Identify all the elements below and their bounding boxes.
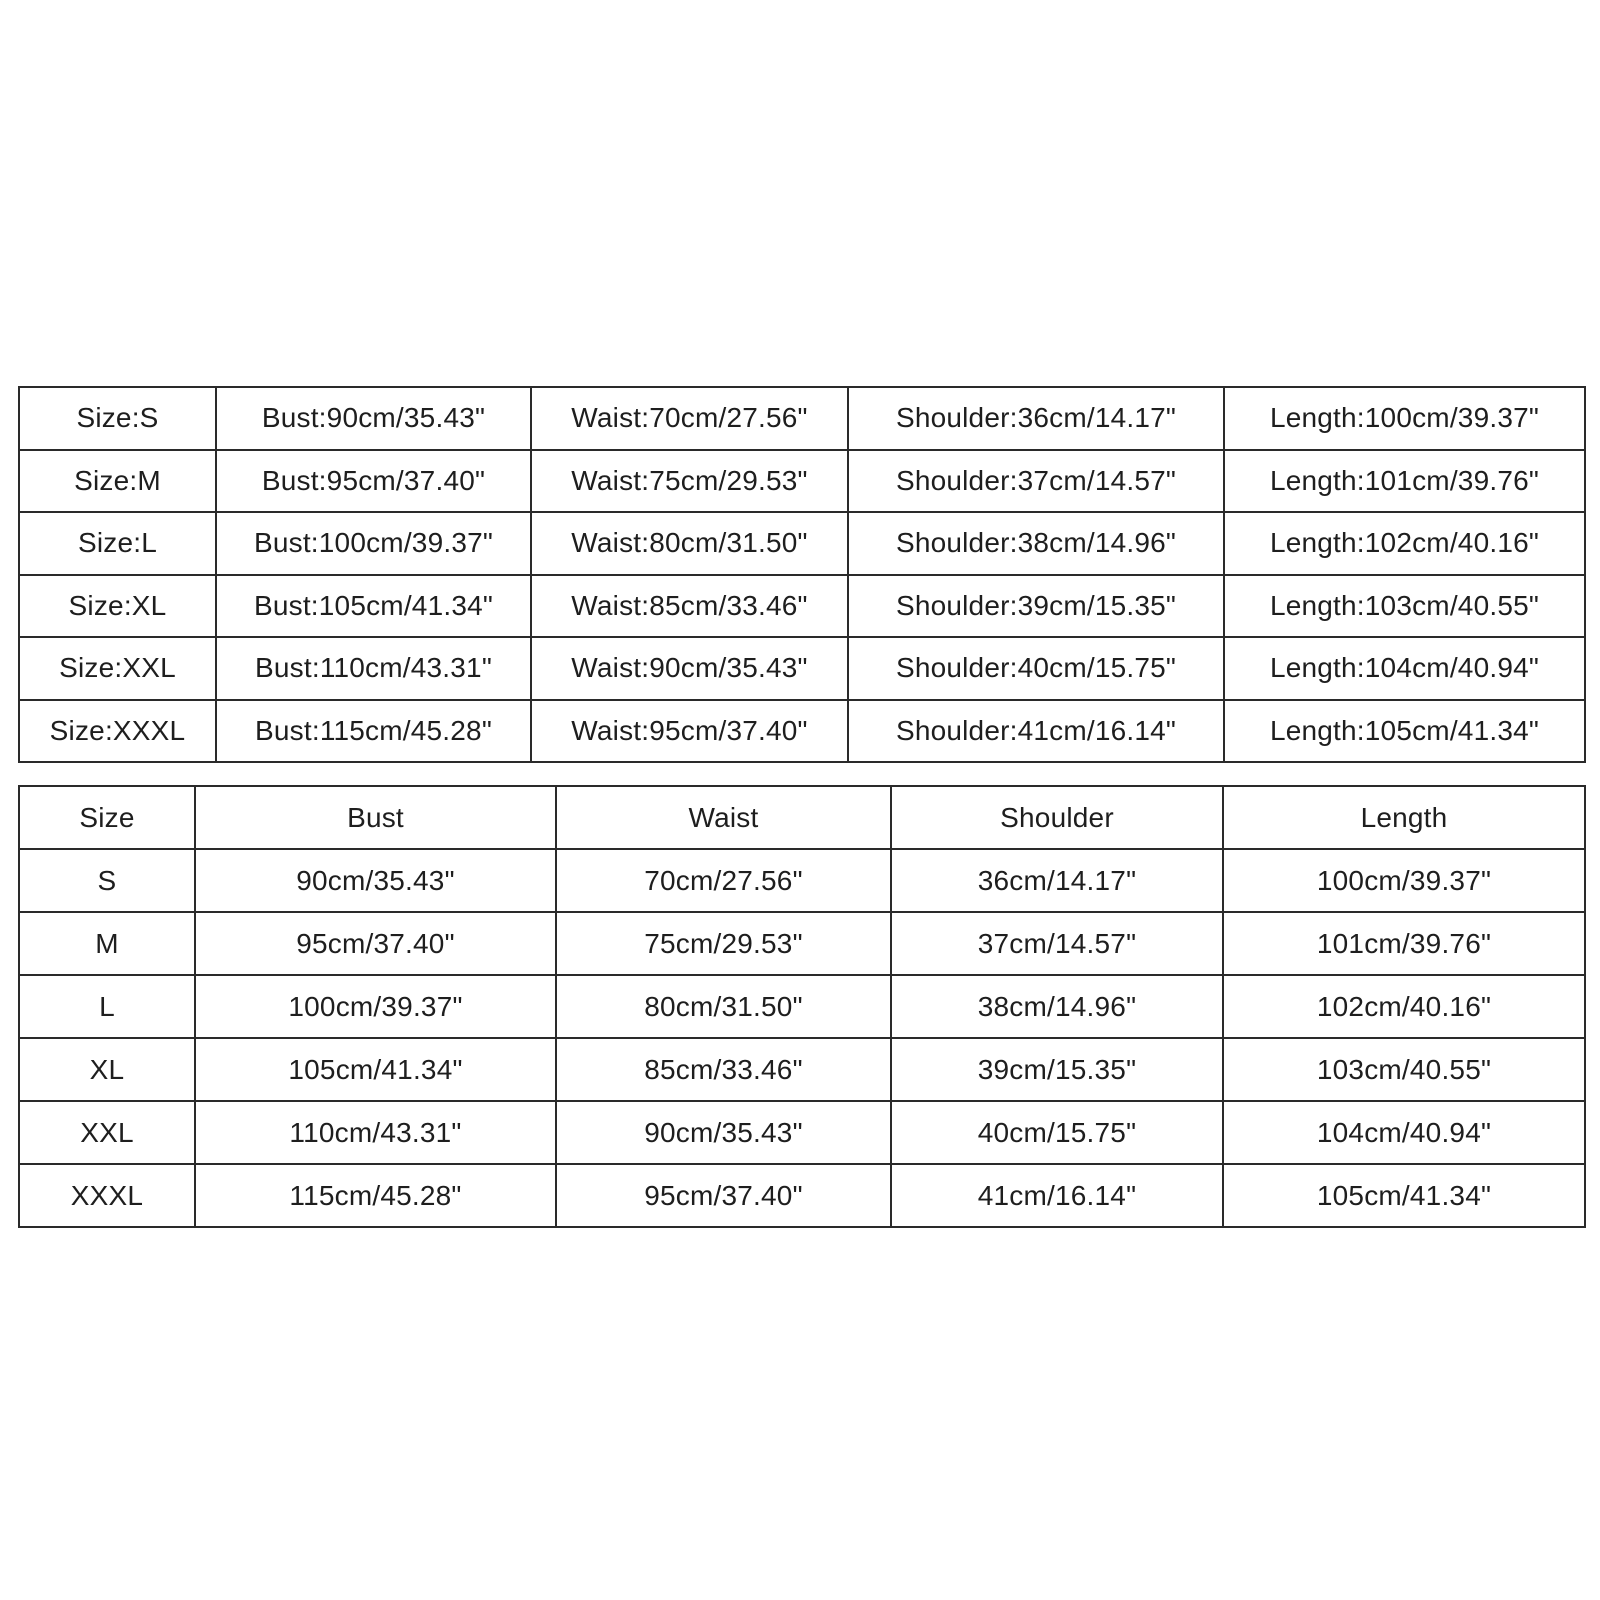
size-cell: M: [19, 912, 195, 975]
size-cell: XL: [19, 1038, 195, 1101]
shoulder-cell: 40cm/15.75": [891, 1101, 1223, 1164]
size-chart-combined-table: [18, 386, 1586, 763]
table-row: [19, 512, 1585, 575]
shoulder-cell: Shoulder:36cm/14.17": [848, 387, 1224, 450]
length-cell: Length:105cm/41.34": [1224, 700, 1585, 763]
header-size: Size: [19, 786, 195, 849]
size-cell: Size:M: [19, 450, 216, 513]
shoulder-cell: 39cm/15.35": [891, 1038, 1223, 1101]
header-shoulder: Shoulder: [891, 786, 1223, 849]
bust-cell: Bust:115cm/45.28": [216, 700, 531, 763]
size-cell: XXL: [19, 1101, 195, 1164]
waist-cell: 85cm/33.46": [556, 1038, 891, 1101]
bust-cell: Bust:90cm/35.43": [216, 387, 531, 450]
bust-cell: Bust:105cm/41.34": [216, 575, 531, 638]
length-cell: Length:101cm/39.76": [1224, 450, 1585, 513]
shoulder-cell: 38cm/14.96": [891, 975, 1223, 1038]
length-cell: 102cm/40.16": [1223, 975, 1585, 1038]
bust-cell: Bust:95cm/37.40": [216, 450, 531, 513]
table-row: [19, 1164, 1585, 1227]
waist-cell: Waist:95cm/37.40": [531, 700, 848, 763]
bust-cell: 105cm/41.34": [195, 1038, 556, 1101]
bust-cell: 90cm/35.43": [195, 849, 556, 912]
length-cell: Length:103cm/40.55": [1224, 575, 1585, 638]
table-row: [19, 975, 1585, 1038]
table-row: [19, 700, 1585, 763]
bust-cell: 115cm/45.28": [195, 1164, 556, 1227]
length-cell: 104cm/40.94": [1223, 1101, 1585, 1164]
table-row: [19, 912, 1585, 975]
size-cell: XXXL: [19, 1164, 195, 1227]
table-row: [19, 637, 1585, 700]
length-cell: 105cm/41.34": [1223, 1164, 1585, 1227]
waist-cell: Waist:75cm/29.53": [531, 450, 848, 513]
bust-cell: Bust:110cm/43.31": [216, 637, 531, 700]
length-cell: Length:104cm/40.94": [1224, 637, 1585, 700]
shoulder-cell: 37cm/14.57": [891, 912, 1223, 975]
waist-cell: Waist:90cm/35.43": [531, 637, 848, 700]
shoulder-cell: Shoulder:37cm/14.57": [848, 450, 1224, 513]
waist-cell: 75cm/29.53": [556, 912, 891, 975]
table-row: [19, 1038, 1585, 1101]
length-cell: 100cm/39.37": [1223, 849, 1585, 912]
header-length: Length: [1223, 786, 1585, 849]
table-row: [19, 575, 1585, 638]
size-chart-table: [18, 785, 1586, 1228]
shoulder-cell: Shoulder:40cm/15.75": [848, 637, 1224, 700]
waist-cell: 80cm/31.50": [556, 975, 891, 1038]
shoulder-cell: 41cm/16.14": [891, 1164, 1223, 1227]
shoulder-cell: Shoulder:39cm/15.35": [848, 575, 1224, 638]
waist-cell: Waist:85cm/33.46": [531, 575, 848, 638]
waist-cell: 70cm/27.56": [556, 849, 891, 912]
size-cell: Size:XXXL: [19, 700, 216, 763]
table-row: [19, 1101, 1585, 1164]
waist-cell: Waist:80cm/31.50": [531, 512, 848, 575]
size-cell: Size:L: [19, 512, 216, 575]
table-row: [19, 849, 1585, 912]
bust-cell: Bust:100cm/39.37": [216, 512, 531, 575]
waist-cell: Waist:70cm/27.56": [531, 387, 848, 450]
waist-cell: 95cm/37.40": [556, 1164, 891, 1227]
header-bust: Bust: [195, 786, 556, 849]
shoulder-cell: Shoulder:38cm/14.96": [848, 512, 1224, 575]
size-cell: Size:XXL: [19, 637, 216, 700]
shoulder-cell: Shoulder:41cm/16.14": [848, 700, 1224, 763]
length-cell: 101cm/39.76": [1223, 912, 1585, 975]
table-row: [19, 387, 1585, 450]
length-cell: Length:100cm/39.37": [1224, 387, 1585, 450]
size-cell: Size:S: [19, 387, 216, 450]
header-waist: Waist: [556, 786, 891, 849]
shoulder-cell: 36cm/14.17": [891, 849, 1223, 912]
header-row: [19, 786, 1585, 849]
size-cell: L: [19, 975, 195, 1038]
bust-cell: 110cm/43.31": [195, 1101, 556, 1164]
bust-cell: 100cm/39.37": [195, 975, 556, 1038]
table-row: [19, 450, 1585, 513]
waist-cell: 90cm/35.43": [556, 1101, 891, 1164]
length-cell: 103cm/40.55": [1223, 1038, 1585, 1101]
bust-cell: 95cm/37.40": [195, 912, 556, 975]
size-cell: Size:XL: [19, 575, 216, 638]
size-cell: S: [19, 849, 195, 912]
length-cell: Length:102cm/40.16": [1224, 512, 1585, 575]
